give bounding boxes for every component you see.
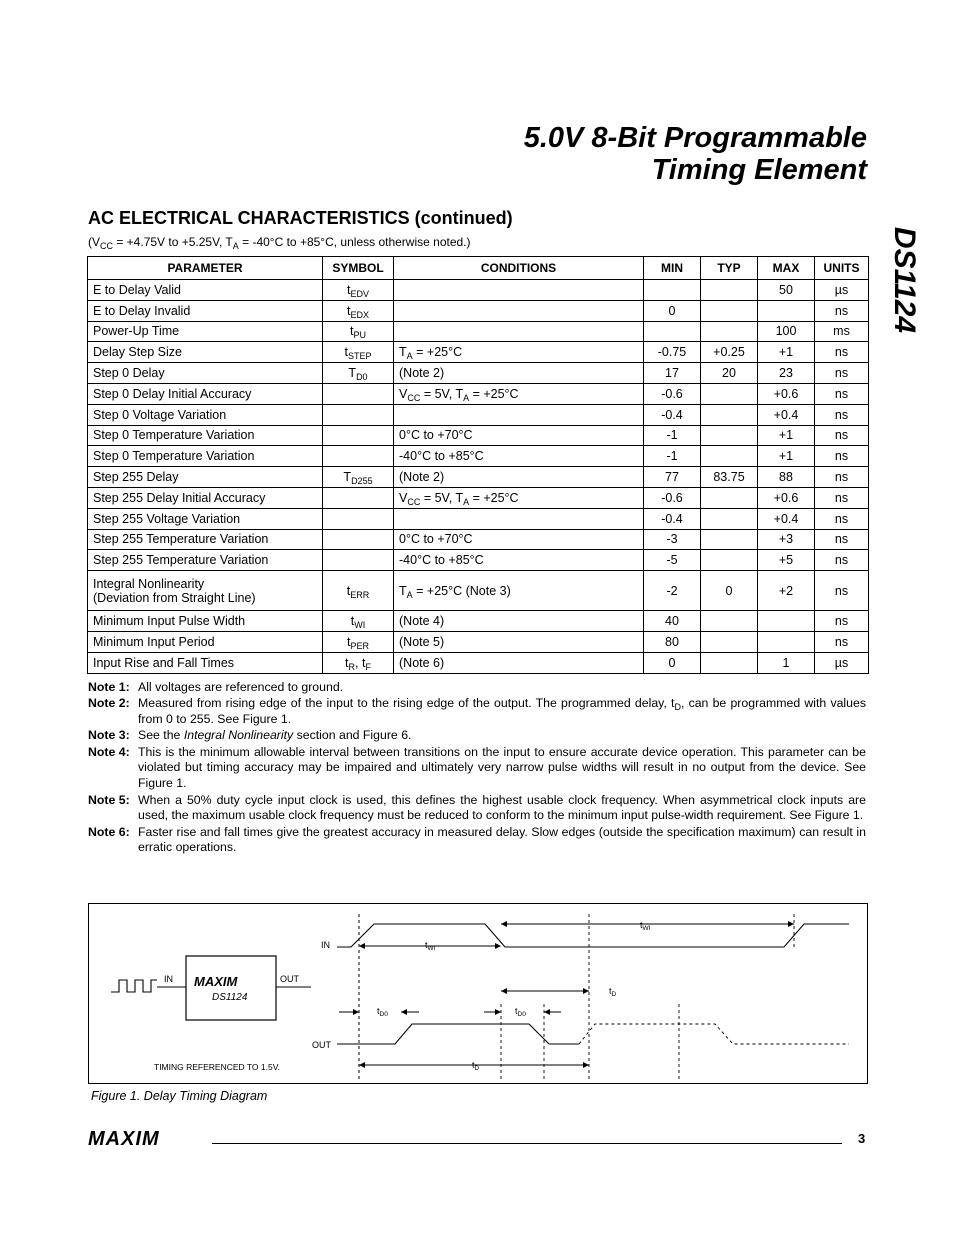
cell-units: ns xyxy=(815,300,869,321)
table-row xyxy=(88,383,869,404)
table-row xyxy=(88,467,869,488)
cell-cond: 0°C to +70°C xyxy=(394,529,644,550)
cell-max: +1 xyxy=(758,342,815,363)
cell-symbol xyxy=(323,508,394,529)
timing-note: TIMING REFERENCED TO 1.5V. xyxy=(154,1062,280,1072)
cell-symbol xyxy=(323,404,394,425)
column-header-parameter: PARAMETER xyxy=(88,257,323,280)
cell-param: Step 0 Delay xyxy=(88,363,323,384)
cell-typ xyxy=(701,529,758,550)
cell-min: -0.6 xyxy=(644,383,701,404)
figure-caption: Figure 1. Delay Timing Diagram xyxy=(91,1089,268,1103)
cell-typ xyxy=(701,611,758,632)
cell-param: Step 255 Delay Initial Accuracy xyxy=(88,487,323,508)
arrow-head xyxy=(359,943,365,949)
column-header-conditions: CONDITIONS xyxy=(394,257,644,280)
cell-param: Step 0 Delay Initial Accuracy xyxy=(88,383,323,404)
arrow-head xyxy=(501,988,507,994)
table-row xyxy=(88,446,869,467)
cell-param: Step 255 Temperature Variation xyxy=(88,529,323,550)
note-text: Measured from rising edge of the input to the rising edge of the output. The programmed delay, $t_D$, can be programmed with values from 0 to 255. See Figure 1. xyxy=(138,696,866,727)
column-header-symbol: SYMBOL xyxy=(323,257,394,280)
cell-param: Step 0 Voltage Variation xyxy=(88,404,323,425)
cell-typ: 83.75 xyxy=(701,467,758,488)
cell-param: Power-Up Time xyxy=(88,321,323,342)
cell-min xyxy=(644,321,701,342)
cell-typ xyxy=(701,383,758,404)
cell-max: 50 xyxy=(758,280,815,301)
note-item xyxy=(88,793,866,825)
cell-min: -1 xyxy=(644,425,701,446)
cell-cond xyxy=(394,280,644,301)
cell-param: Minimum Input Period xyxy=(88,631,323,652)
out-waveform-dashed xyxy=(579,1024,849,1044)
cell-units: µs xyxy=(815,652,869,673)
cell-min: -0.75 xyxy=(644,342,701,363)
chip-brand-logo: MAXIM xyxy=(194,974,238,989)
cell-cond: $T_A = +25^\circ C$ xyxy=(394,342,644,363)
twi-mid-label: $t_{WI}$ xyxy=(425,940,436,952)
cell-max: 100 xyxy=(758,321,815,342)
note-text: All voltages are referenced to ground. xyxy=(138,680,344,694)
table-row xyxy=(88,611,869,632)
td-bottom-label: $t_D$ xyxy=(472,1060,480,1072)
page-number: 3 xyxy=(858,1131,866,1146)
td0-left-label: $t_{D0}$ xyxy=(377,1006,388,1018)
table-row xyxy=(88,280,869,301)
cell-max: +1 xyxy=(758,425,815,446)
cell-symbol: $T_{D0}$ xyxy=(323,363,394,384)
cell-symbol xyxy=(323,383,394,404)
arrow-head xyxy=(501,921,507,927)
in-signal-label: IN xyxy=(321,940,330,950)
cell-max: 88 xyxy=(758,467,815,488)
arrow-head xyxy=(788,921,794,927)
cell-symbol xyxy=(323,446,394,467)
note-item xyxy=(88,745,866,792)
note-item xyxy=(88,825,866,857)
cell-symbol xyxy=(323,550,394,571)
cell-min: -0.4 xyxy=(644,404,701,425)
cell-typ xyxy=(701,487,758,508)
table-row xyxy=(88,300,869,321)
arrow-head xyxy=(583,988,589,994)
cell-max: +0.6 xyxy=(758,383,815,404)
cell-cond xyxy=(394,508,644,529)
cell-typ xyxy=(701,508,758,529)
arrow-head xyxy=(495,943,501,949)
note-label: Note 4: xyxy=(88,744,130,759)
cell-cond: (Note 2) xyxy=(394,363,644,384)
cell-symbol xyxy=(323,425,394,446)
table-row xyxy=(88,631,869,652)
arrow-head xyxy=(353,1009,359,1015)
cell-typ xyxy=(701,550,758,571)
cell-cond: (Note 6) xyxy=(394,652,644,673)
cell-max: +1 xyxy=(758,446,815,467)
td-mid-label: $t_D$ xyxy=(609,986,617,998)
svg-text:MAXIM: MAXIM xyxy=(88,1129,160,1147)
cell-min: 40 xyxy=(644,611,701,632)
cell-cond: (Note 5) xyxy=(394,631,644,652)
cell-param: Delay Step Size xyxy=(88,342,323,363)
cell-min: -2 xyxy=(644,571,701,611)
cell-units: ns xyxy=(815,631,869,652)
cell-typ xyxy=(701,300,758,321)
table-row xyxy=(88,652,869,673)
chip-in-label: IN xyxy=(164,974,173,984)
cell-units: ns xyxy=(815,425,869,446)
cell-units: ns xyxy=(815,571,869,611)
cell-max: +5 xyxy=(758,550,815,571)
cell-max: +2 xyxy=(758,571,815,611)
note-label: Note 1: xyxy=(88,680,130,694)
cell-cond: -40°C to +85°C xyxy=(394,446,644,467)
cell-max: +3 xyxy=(758,529,815,550)
cell-min: -5 xyxy=(644,550,701,571)
cell-units: ns xyxy=(815,383,869,404)
cell-param: Step 255 Temperature Variation xyxy=(88,550,323,571)
cell-units: ns xyxy=(815,342,869,363)
timing-diagram-svg xyxy=(89,904,869,1085)
cell-typ: 20 xyxy=(701,363,758,384)
note-label: Note 6: xyxy=(88,824,130,839)
cell-symbol: $t_{EDV}$ xyxy=(323,280,394,301)
cell-max: 23 xyxy=(758,363,815,384)
cell-symbol xyxy=(323,487,394,508)
column-header-max: MAX xyxy=(758,257,815,280)
cell-param: Minimum Input Pulse Width xyxy=(88,611,323,632)
cell-cond: $V_{CC} = 5V$, $T_A = +25^\circ C$ xyxy=(394,487,644,508)
cell-symbol: $t_{ERR}$ xyxy=(323,571,394,611)
cell-symbol: $t_{WI}$ xyxy=(323,611,394,632)
cell-param: Step 0 Temperature Variation xyxy=(88,425,323,446)
cell-typ xyxy=(701,446,758,467)
cell-max: 1 xyxy=(758,652,815,673)
cell-param: E to Delay Invalid xyxy=(88,300,323,321)
note-label: Note 5: xyxy=(88,792,130,807)
cell-units: ns xyxy=(815,508,869,529)
cell-cond: (Note 2) xyxy=(394,467,644,488)
maxim-logo xyxy=(88,1129,200,1147)
notes-section xyxy=(88,680,866,857)
cell-min: 17 xyxy=(644,363,701,384)
cell-param: Step 255 Delay xyxy=(88,467,323,488)
cell-min: -1 xyxy=(644,446,701,467)
column-header-units: UNITS xyxy=(815,257,869,280)
cell-min: 77 xyxy=(644,467,701,488)
cell-min: -0.4 xyxy=(644,508,701,529)
in-waveform xyxy=(337,924,849,947)
cell-units: ns xyxy=(815,467,869,488)
cell-min: 0 xyxy=(644,652,701,673)
title-line-2: Timing Element xyxy=(651,154,867,186)
note-item xyxy=(88,728,866,744)
table-body xyxy=(88,280,869,674)
table-header-row xyxy=(88,257,869,280)
arrow-head xyxy=(359,1062,365,1068)
cell-cond xyxy=(394,321,644,342)
conditions-line: ($V_{CC} = +4.75V$ to +5.25V, $T_A = -40^\circ C$ to +85°C, unless otherwise noted.) xyxy=(88,235,471,251)
table-row xyxy=(88,342,869,363)
note-text: See the Integral Nonlinearity section and Figure 6. xyxy=(138,728,412,743)
cell-min: 80 xyxy=(644,631,701,652)
cell-units: ms xyxy=(815,321,869,342)
cell-cond xyxy=(394,300,644,321)
arrow-head xyxy=(495,1009,501,1015)
delay-timing-diagram xyxy=(88,903,868,1084)
cell-units: ns xyxy=(815,404,869,425)
chip-part-label: DS1124 xyxy=(212,992,248,1003)
table-row xyxy=(88,404,869,425)
cell-cond: 0°C to +70°C xyxy=(394,425,644,446)
cell-symbol xyxy=(323,529,394,550)
footer-rule xyxy=(212,1143,842,1144)
td0-right-label: $t_{D0}$ xyxy=(515,1006,526,1018)
note-item xyxy=(88,680,866,696)
cell-cond: $T_A = +25^\circ C$ (Note 3) xyxy=(394,571,644,611)
arrow-head xyxy=(583,1062,589,1068)
cell-symbol: $t_{PU}$ xyxy=(323,321,394,342)
cell-max: +0.6 xyxy=(758,487,815,508)
table-row xyxy=(88,363,869,384)
note-label: Note 3: xyxy=(88,728,130,743)
cell-max xyxy=(758,611,815,632)
side-part-number xyxy=(884,215,924,345)
ac-characteristics-table xyxy=(87,256,869,674)
cell-min xyxy=(644,280,701,301)
table-row xyxy=(88,487,869,508)
cell-typ xyxy=(701,280,758,301)
cell-param: Step 0 Temperature Variation xyxy=(88,446,323,467)
cell-typ: +0.25 xyxy=(701,342,758,363)
column-header-typ: TYP xyxy=(701,257,758,280)
cell-units: ns xyxy=(815,487,869,508)
cell-symbol: $T_{D255}$ xyxy=(323,467,394,488)
table-row xyxy=(88,425,869,446)
arrow-head xyxy=(544,1009,550,1015)
cell-typ: 0 xyxy=(701,571,758,611)
cell-max: +0.4 xyxy=(758,508,815,529)
cell-units: ns xyxy=(815,446,869,467)
input-clock-symbol xyxy=(111,980,157,992)
cell-units: ns xyxy=(815,550,869,571)
table-row xyxy=(88,529,869,550)
column-header-min: MIN xyxy=(644,257,701,280)
cell-param: Input Rise and Fall Times xyxy=(88,652,323,673)
cell-min: 0 xyxy=(644,300,701,321)
cell-symbol: $t_{STEP}$ xyxy=(323,342,394,363)
out-waveform xyxy=(337,1024,579,1044)
cell-units: ns xyxy=(815,529,869,550)
side-part-number-text: DS1124 xyxy=(888,226,921,334)
cell-typ xyxy=(701,652,758,673)
cell-typ xyxy=(701,425,758,446)
cell-units: ns xyxy=(815,363,869,384)
title-line-1: 5.0V 8-Bit Programmable xyxy=(523,122,867,154)
table-row xyxy=(88,550,869,571)
cell-param: Integral Nonlinearity (Deviation from Straight Line) xyxy=(88,571,323,611)
out-signal-label: OUT xyxy=(312,1040,331,1050)
note-text: When a 50% duty cycle input clock is used, this defines the highest usable clock frequency. When asymmetrical clock inputs are used, the maximum usable clock frequency must be reduced to conform to the minimum input pulse-width requirement. See Figure 1. xyxy=(138,792,866,823)
cell-max: +0.4 xyxy=(758,404,815,425)
arrow-head xyxy=(401,1009,407,1015)
cell-cond: $V_{CC} = 5V$, $T_A = +25^\circ C$ xyxy=(394,383,644,404)
note-text: This is the minimum allowable interval between transitions on the input to ensure accurate device operation. This parameter can be violated but timing accuracy may be impaired and ultimately very narrow pulse widths will result in no output from the device. See Figure 1. xyxy=(138,744,866,791)
cell-param: E to Delay Valid xyxy=(88,280,323,301)
note-text: Faster rise and fall times give the greatest accuracy in measured delay. Slow edges (outside the specification maximum) can result in erratic operations. xyxy=(138,824,866,855)
cell-typ xyxy=(701,321,758,342)
document-title xyxy=(524,122,867,186)
twi-top-label: $t_{WI}$ xyxy=(640,920,651,932)
cell-typ xyxy=(701,631,758,652)
table-row xyxy=(88,508,869,529)
cell-min: -0.6 xyxy=(644,487,701,508)
table-row xyxy=(88,571,869,611)
cell-cond: (Note 4) xyxy=(394,611,644,632)
table-row xyxy=(88,321,869,342)
cell-cond: -40°C to +85°C xyxy=(394,550,644,571)
chip-out-label: OUT xyxy=(280,974,299,984)
cell-symbol: $t_{PER}$ xyxy=(323,631,394,652)
cell-param: Step 255 Voltage Variation xyxy=(88,508,323,529)
cell-max xyxy=(758,300,815,321)
note-item xyxy=(88,696,866,728)
section-title: AC ELECTRICAL CHARACTERISTICS (continued) xyxy=(88,208,513,228)
cell-units: ns xyxy=(815,611,869,632)
cell-min: -3 xyxy=(644,529,701,550)
cell-symbol: $t_{EDX}$ xyxy=(323,300,394,321)
cell-cond xyxy=(394,404,644,425)
note-label: Note 2: xyxy=(88,696,130,711)
cell-units: µs xyxy=(815,280,869,301)
cell-symbol: $t_R$, $t_F$ xyxy=(323,652,394,673)
cell-typ xyxy=(701,404,758,425)
cell-max xyxy=(758,631,815,652)
